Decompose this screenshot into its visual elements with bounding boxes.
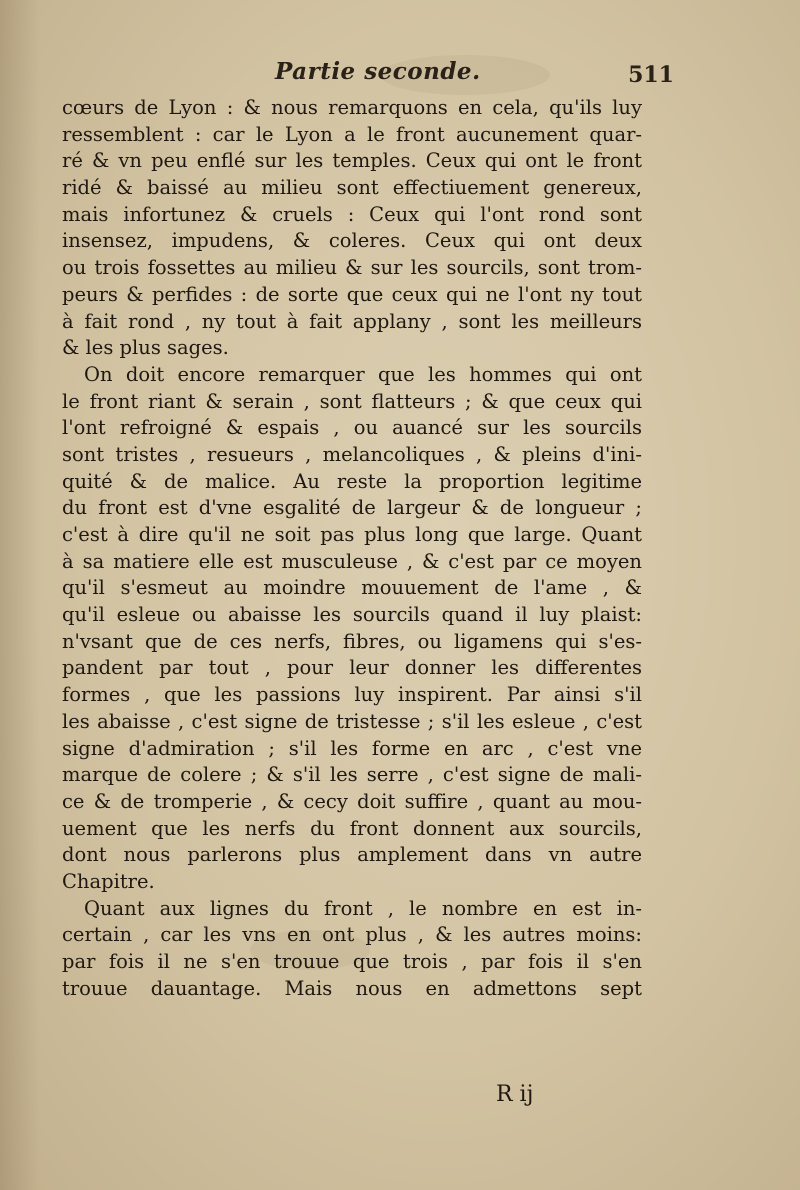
- text-line: mais infortunez & cruels : Ceux qui l'ont rond sont: [62, 202, 642, 226]
- text-line: dont nous parlerons plus amplement dans vn autre: [62, 843, 642, 867]
- text-line: Quant aux lignes du front , le nombre en est in-: [84, 896, 642, 920]
- text-line: trouue dauantage. Mais nous en admettons sept: [62, 976, 642, 1000]
- text-line: Chapitre.: [62, 869, 155, 893]
- text-line: signe d'admiration ; s'il les forme en arc , c'est vne: [62, 736, 642, 760]
- text-line: ou trois fossettes au milieu & sur les sourcils, sont trom-: [62, 256, 642, 280]
- text-line: ridé & baissé au milieu sont effectiuement genereux,: [62, 176, 642, 200]
- text-line: ressemblent : car le Lyon a le front aucunement quar-: [62, 122, 642, 146]
- page-number: 511: [628, 62, 674, 88]
- text-line: insensez, impudens, & coleres. Ceux qui ont deux: [62, 229, 642, 253]
- text-line: à sa matiere elle est musculeuse , & c'est par ce moyen: [62, 549, 642, 573]
- text-line: certain , car les vns en ont plus , & les autres moins:: [62, 923, 642, 947]
- text-line: c'est à dire qu'il ne soit pas plus long que large. Quant: [62, 523, 642, 546]
- text-line: quité & de malice. Au reste la proportion legitime: [62, 469, 642, 493]
- signature-mark: R ij: [496, 1082, 534, 1107]
- text-line: par fois il ne s'en trouue que trois , par fois il s'en: [62, 950, 642, 973]
- text-line: n'vsant que de ces nerfs, fibres, ou ligamens qui s'es-: [62, 629, 642, 653]
- text-line: On doit encore remarquer que les hommes qui ont: [84, 362, 642, 386]
- text-line: l'ont refroigné & espais , ou auancé sur les sourcils: [62, 416, 642, 440]
- running-head: [60, 58, 674, 98]
- text-line: sont tristes , resueurs , melancoliques , & pleins d'ini-: [62, 442, 642, 466]
- text-line: pandent par tout , pour leur donner les differentes: [62, 656, 642, 680]
- text-line: à fait rond , ny tout à fait applany , sont les meilleurs: [62, 309, 642, 333]
- body-text: [62, 95, 642, 1002]
- text-line: ce & de tromperie , & cecy doit suffire , quant au mou-: [62, 789, 642, 813]
- text-line: les abaisse , c'est signe de tristesse ; s'il les esleue , c'est: [62, 709, 642, 733]
- text-line: qu'il s'esmeut au moindre mouuement de l'ame , &: [62, 576, 642, 600]
- text-line: peurs & perfides : de sorte que ceux qui ne l'ont ny tout: [62, 282, 642, 306]
- text-line: marque de colere ; & s'il les serre , c'est signe de mali-: [62, 763, 642, 787]
- gutter-shadow: [0, 0, 40, 1190]
- running-title: Partie seconde.: [275, 58, 481, 85]
- text-line: & les plus sages.: [62, 336, 229, 360]
- text-line: du front est d'vne esgalité de largeur & de longueur ;: [62, 496, 642, 520]
- text-line: cœurs de Lyon : & nous remarquons en cela, qu'ils luy: [62, 96, 642, 119]
- text-line: ré & vn peu enflé sur les temples. Ceux qui ont le front: [62, 149, 642, 173]
- text-line: formes , que les passions luy inspirent. Par ainsi s'il: [62, 683, 642, 707]
- text-line: le front riant & serain , sont flatteurs ; & que ceux qui: [62, 389, 642, 413]
- text-line: uement que les nerfs du front donnent aux sourcils,: [62, 816, 642, 840]
- text-line: qu'il esleue ou abaisse les sourcils quand il luy plaist:: [62, 603, 642, 627]
